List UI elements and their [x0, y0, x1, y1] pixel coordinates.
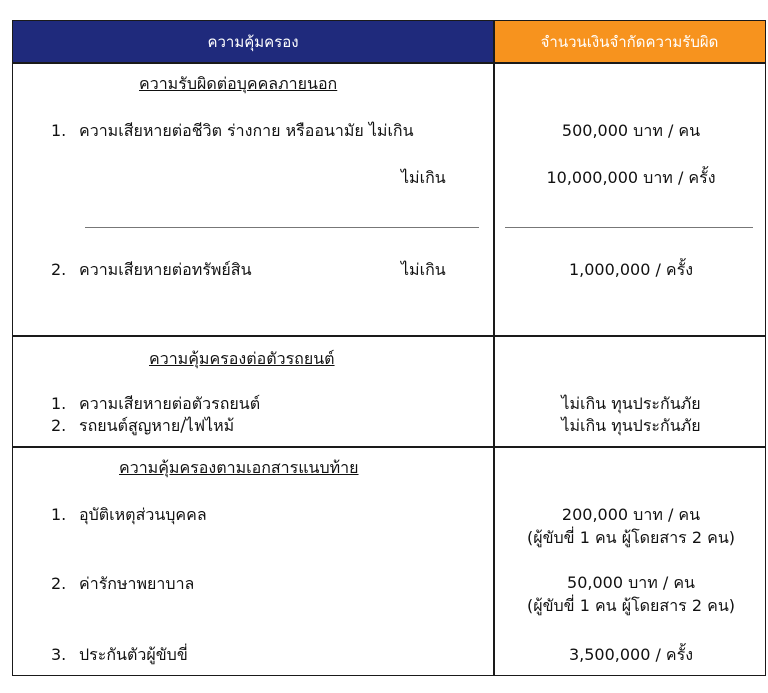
- value-theft-fire: ไม่เกิน ทุนประกันภัย: [561, 416, 701, 435]
- value-bodily-injury-per-accident: 10,000,000 บาท / ครั้ง: [546, 168, 716, 187]
- row-divider-2: [13, 446, 765, 448]
- item-suffix-not-exceed: ไม่เกิน: [401, 260, 446, 279]
- header-liability-limit: จำนวนเงินจำกัดความรับผิด: [494, 21, 765, 62]
- value-personal-accident-note: (ผู้ขับขี่ 1 คน ผู้โดยสาร 2 คน): [526, 528, 736, 547]
- value-medical-expense-note: (ผู้ขับขี่ 1 คน ผู้โดยสาร 2 คน): [526, 596, 736, 615]
- item-number: 1.: [51, 505, 67, 524]
- header-divider: [13, 62, 765, 64]
- value-vehicle-damage: ไม่เกิน ทุนประกันภัย: [561, 394, 701, 413]
- value-personal-accident: 200,000 บาท / คน: [561, 505, 701, 524]
- item-label-not-exceed: ไม่เกิน: [401, 168, 446, 187]
- value-medical-expense: 50,000 บาท / คน: [567, 573, 695, 592]
- section-title-vehicle: ความคุ้มครองต่อตัวรถยนต์: [149, 349, 335, 368]
- item-label-property-damage: ความเสียหายต่อทรัพย์สิน: [79, 260, 252, 279]
- item-label-theft-fire: รถยนต์สูญหาย/ไฟไหม้: [79, 416, 235, 435]
- section-title-third-party: ความรับผิดต่อบุคคลภายนอก: [139, 74, 338, 93]
- item-label-vehicle-damage: ความเสียหายต่อตัวรถยนต์: [79, 394, 261, 413]
- section-title-attached: ความคุ้มครองตามเอกสารแนบท้าย: [119, 458, 359, 477]
- item-number: 1.: [51, 121, 67, 140]
- header-coverage: ความคุ้มครอง: [13, 21, 493, 62]
- coverage-table: [12, 20, 766, 676]
- item-label-bodily-injury: ความเสียหายต่อชีวิต ร่างกาย หรืออนามัย ไม่เกิน: [79, 121, 414, 140]
- value-bodily-injury-per-person: 500,000 บาท / คน: [561, 121, 701, 140]
- item-number: 2.: [51, 416, 67, 435]
- separator-line-left: [85, 227, 479, 228]
- item-number: 2.: [51, 260, 67, 279]
- item-label-personal-accident: อุบัติเหตุส่วนบุคคล: [79, 505, 207, 524]
- item-number: 1.: [51, 394, 67, 413]
- item-number: 3.: [51, 645, 67, 664]
- item-label-driver-bail: ประกันตัวผู้ขับขี่: [79, 645, 188, 664]
- separator-line-right: [505, 227, 753, 228]
- item-number: 2.: [51, 574, 67, 593]
- row-divider-1: [13, 335, 765, 337]
- value-driver-bail: 3,500,000 / ครั้ง: [568, 645, 694, 664]
- item-label-medical-expense: ค่ารักษาพยาบาล: [79, 574, 195, 593]
- value-property-damage: 1,000,000 / ครั้ง: [568, 260, 694, 279]
